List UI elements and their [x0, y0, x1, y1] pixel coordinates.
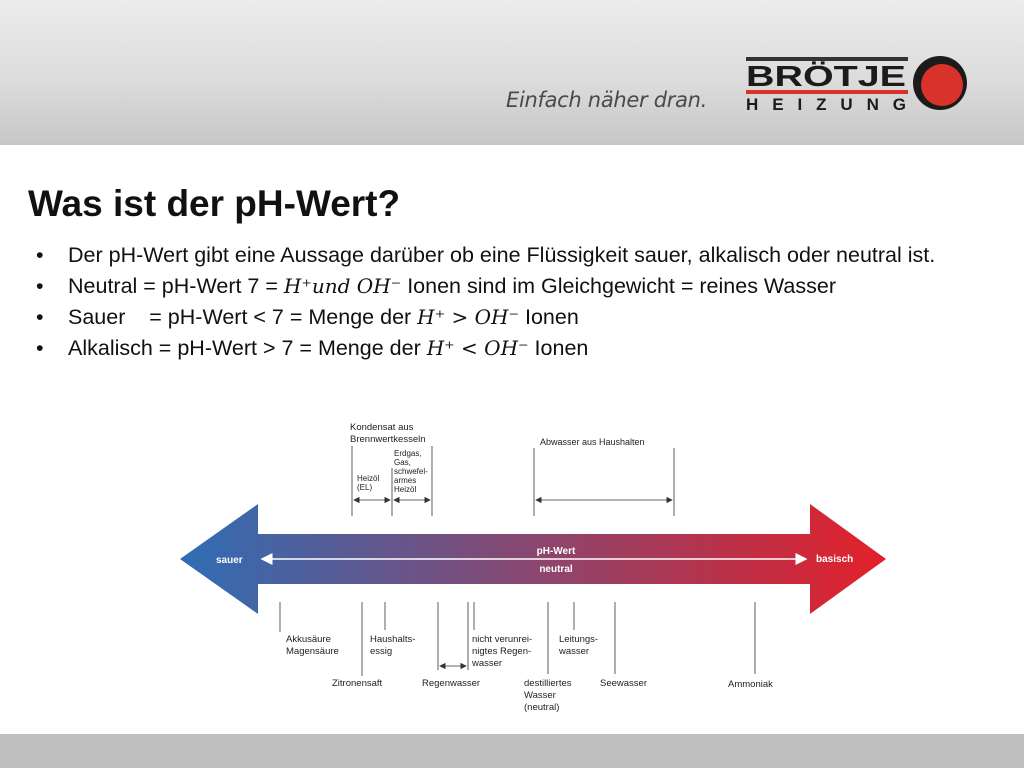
erdgas-label: Erdgas, Gas, schwefel-armes Heizöl: [394, 449, 428, 494]
math-formula: H⁺ < OH⁻: [426, 336, 529, 360]
bullet-text: Ionen sind im Gleichgewicht = reines Wasser: [401, 274, 836, 298]
tick-label: 10: [669, 509, 681, 520]
tick-labels-bottom: [269, 596, 802, 616]
tick-label: 10: [669, 605, 681, 616]
center-top-label: pH-Wert: [536, 546, 576, 557]
tick-label: 11: [710, 605, 721, 616]
tick-label: 4: [430, 509, 436, 520]
akku-label: Akkusäure Magensäure: [286, 634, 339, 657]
tick-label: 1: [309, 605, 316, 616]
regenwasser-label: Regenwasser: [422, 678, 481, 689]
tick-label: 5: [470, 605, 477, 616]
tick-label: 3: [390, 509, 396, 520]
tick-label: 6: [511, 605, 517, 616]
bullet-text: Neutral = pH-Wert 7 =: [68, 274, 284, 298]
logo-line1: BRÖTJE: [746, 61, 864, 93]
tick-label: 8: [591, 605, 598, 616]
logo-circle-accent: [921, 64, 963, 106]
ph-scale-diagram: [178, 418, 888, 718]
tick-label: 12: [750, 509, 762, 520]
tick-label: 0: [269, 509, 275, 520]
bullet-item: [36, 271, 1006, 302]
tagline: Einfach näher dran.: [506, 88, 708, 112]
header-band: [0, 0, 1024, 145]
tick-label: 5: [470, 509, 477, 520]
bullet-text: Der pH-Wert gibt eine Aussage darüber ob eine Flüssigkeit sauer, alkalisch oder neutral ist.: [68, 243, 936, 267]
annotations-below: [280, 602, 773, 713]
tick-label: 7: [551, 509, 557, 520]
tick-label: 8: [591, 509, 598, 520]
tick-label: 3: [390, 605, 396, 616]
annotations-above: [350, 422, 674, 516]
bullet-item: [36, 333, 1006, 364]
tick-label: 12: [750, 605, 762, 616]
logo-line2: HEIZUNG: [746, 95, 906, 114]
bullet-text: Ionen: [528, 336, 589, 360]
slide-title: Was ist der pH-Wert?: [28, 183, 401, 224]
math-formula: H⁺ > OH⁻: [417, 305, 520, 329]
heizoel-label: Heizöl (EL): [357, 474, 380, 492]
tick-label: 13: [790, 509, 802, 520]
tick-label: 2: [349, 509, 356, 520]
essig-label: Haushalts-essig: [370, 634, 416, 657]
base-label: basisch: [816, 554, 854, 565]
zitronensaft-label: Zitronensaft: [332, 678, 383, 689]
bullet-text: Alkalisch = pH-Wert > 7 = Menge der: [68, 336, 427, 360]
tick-label: 9: [631, 605, 638, 616]
tick-label: 1: [309, 509, 316, 520]
bullet-list: [36, 240, 1006, 364]
acid-label: sauer: [216, 555, 243, 566]
bullet-item: [36, 240, 1006, 271]
math-formula: H⁺und OH⁻: [283, 274, 402, 298]
leitungswasser-label: Leitungs-wasser: [559, 634, 599, 657]
tick-label: 6: [511, 509, 517, 520]
bullet-item: [36, 302, 1006, 333]
tick-label: 2: [349, 605, 356, 616]
kondensat-label: Kondensat aus Brennwertkesseln: [350, 422, 426, 445]
tick-label: 4: [430, 605, 436, 616]
nicht-verunreinigt-label: nicht verunrei-nigtes Regen-wasser: [472, 634, 533, 669]
ammoniak-label: Ammoniak: [728, 679, 773, 690]
tick-labels-top: [269, 509, 802, 530]
tick-label: 13: [790, 605, 802, 616]
center-bottom-label: neutral: [539, 564, 573, 575]
tick-label: 9: [631, 509, 638, 520]
destilliert-label: destilliertes Wasser (neutral): [524, 678, 572, 713]
tick-label: 11: [710, 509, 721, 520]
broetje-logo: [742, 52, 972, 114]
bullet-text: Ionen: [519, 305, 579, 329]
footer-band: [0, 734, 1024, 768]
abwasser-label: Abwasser aus Haushalten: [540, 437, 645, 447]
seewasser-label: Seewasser: [600, 678, 647, 689]
bullet-text: Sauer = pH-Wert < 7 = Menge der: [68, 305, 418, 329]
tick-label: 7: [551, 605, 557, 616]
tick-label: 0: [269, 605, 275, 616]
